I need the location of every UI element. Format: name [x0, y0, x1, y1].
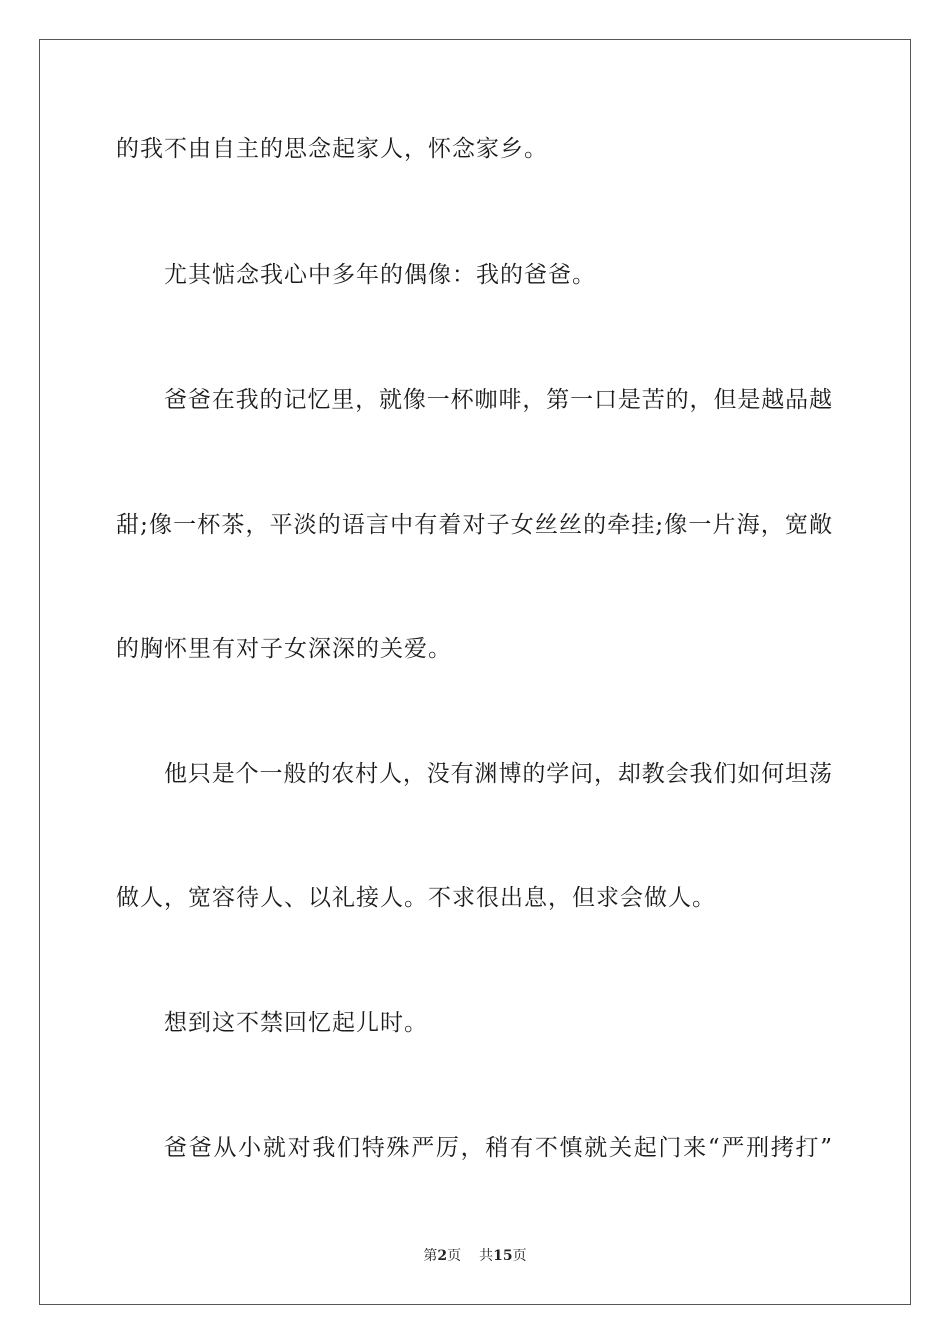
total-prefix: 共 [479, 1248, 494, 1264]
text-line-8: 想到这不禁回忆起儿时。 [164, 1010, 428, 1036]
text-line-9: 爸爸从小就对我们特殊严厉，稍有不慎就关起门来“严刑拷打” [164, 1135, 832, 1161]
text-line-4: 甜;像一杯茶，平淡的语言中有着对子女丝丝的牵挂;像一片海，宽敞 [116, 512, 832, 538]
total-suffix: 页 [512, 1248, 527, 1264]
page-suffix: 页 [447, 1248, 462, 1264]
text-line-1: 的我不由自主的思念起家人，怀念家乡。 [116, 136, 548, 162]
text-line-2: 尤其惦念我心中多年的偶像：我的爸爸。 [164, 262, 596, 288]
text-line-6: 他只是个一般的农村人，没有渊博的学问，却教会我们如何坦荡 [164, 761, 832, 787]
page-prefix: 第 [423, 1248, 438, 1264]
text-line-3: 爸爸在我的记忆里，就像一杯咖啡，第一口是苦的，但是越品越 [164, 387, 832, 413]
text-line-7: 做人，宽容待人、以礼接人。不求很出息，但求会做人。 [116, 885, 716, 911]
total-pages: 15 [493, 1248, 513, 1264]
page-number: 2 [437, 1248, 448, 1264]
text-line-5: 的胸怀里有对子女深深的关爱。 [116, 636, 452, 662]
page-footer [0, 1247, 950, 1265]
page-border [39, 39, 911, 1305]
